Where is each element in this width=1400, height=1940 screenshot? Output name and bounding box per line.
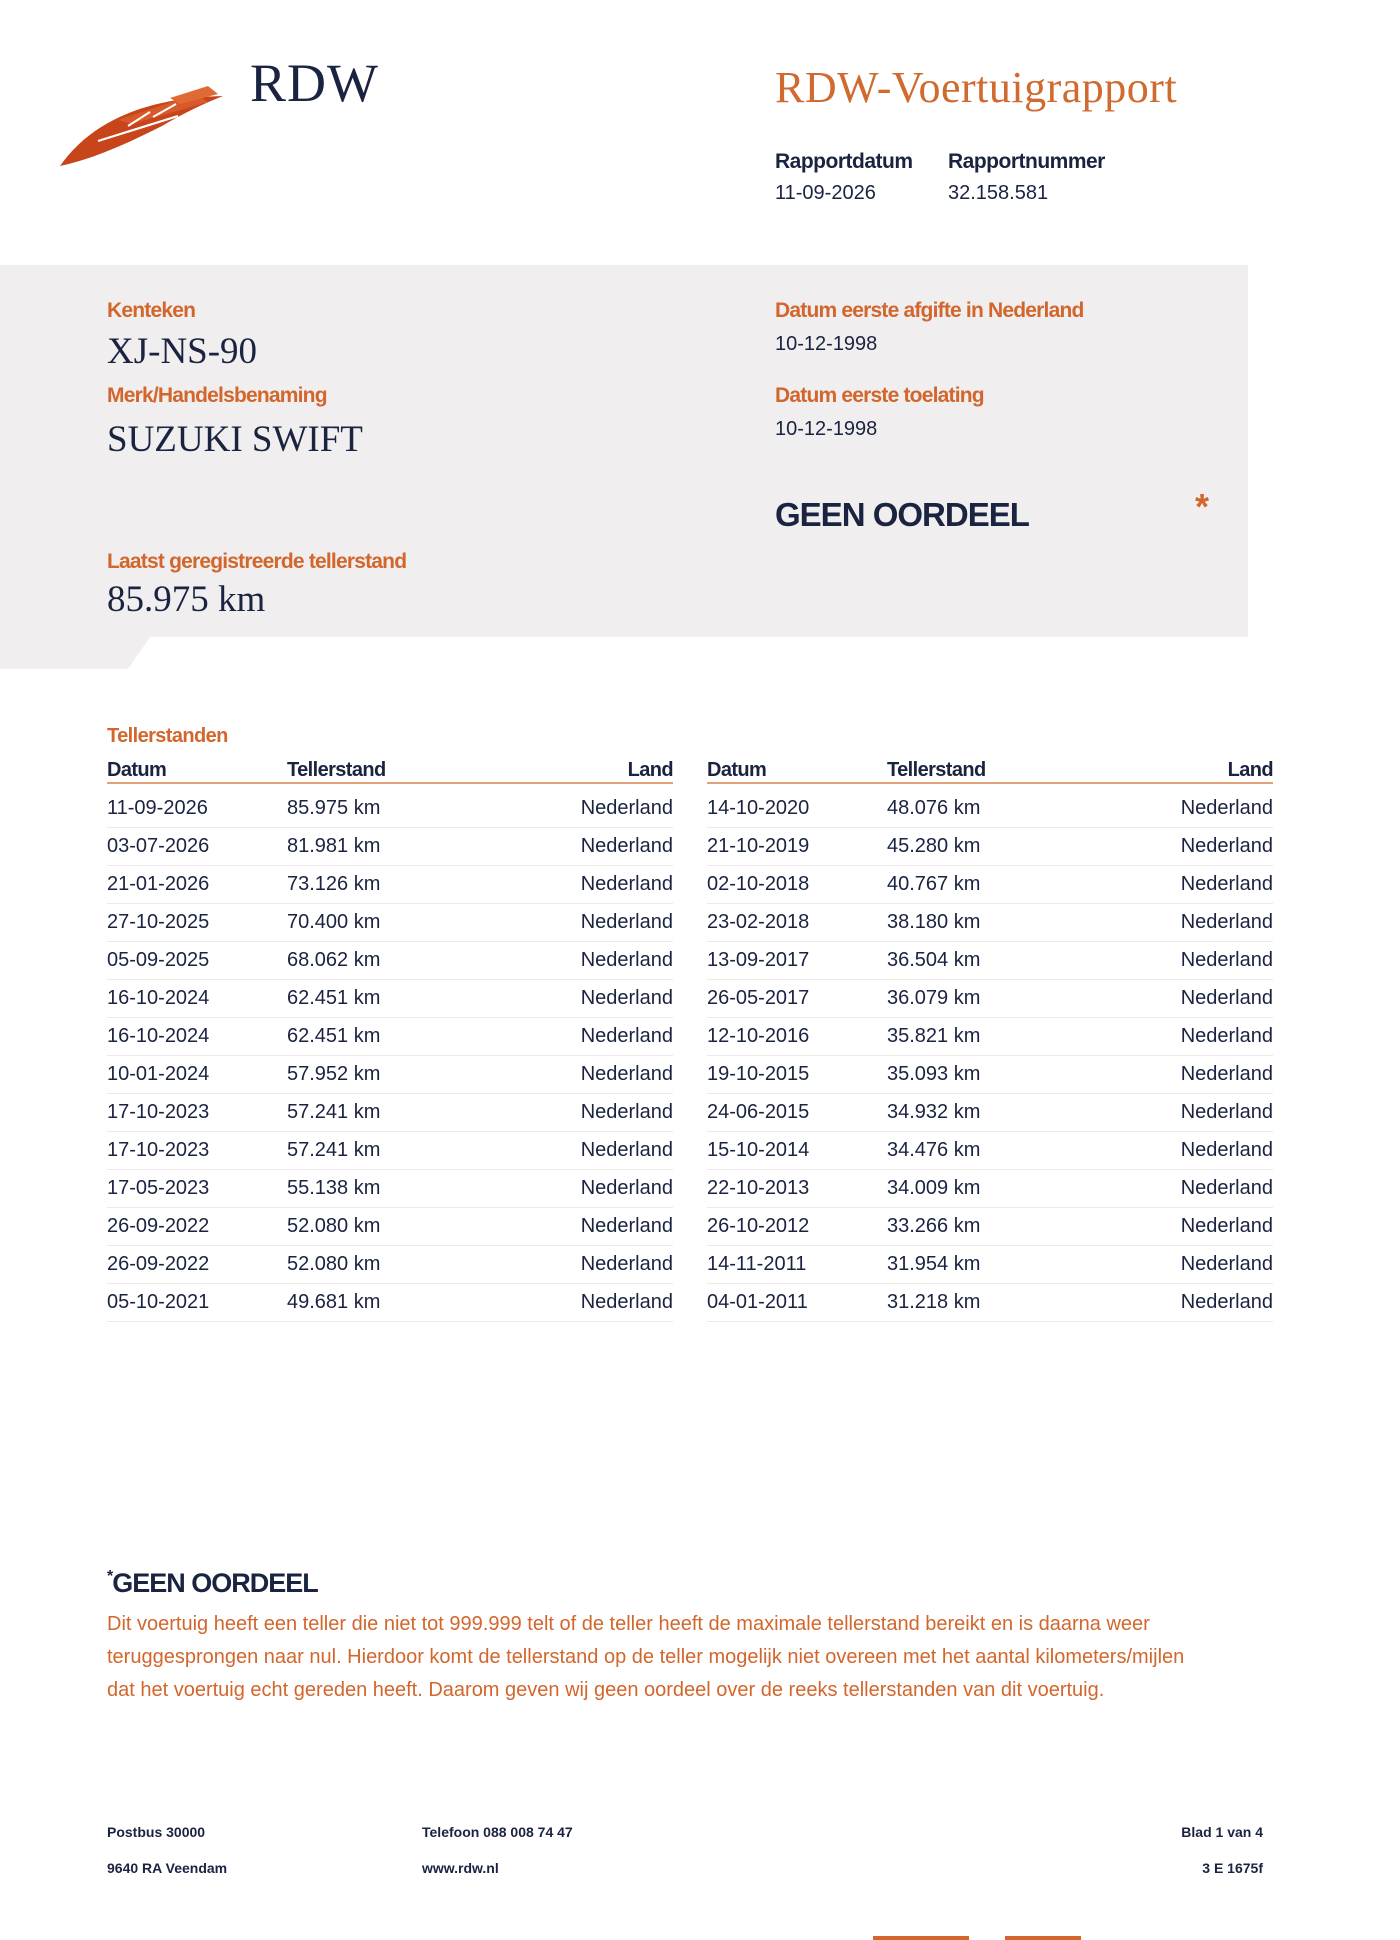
footer-document-code: 3 E 1675f xyxy=(1202,1860,1263,1876)
license-plate: XJ-NS-90 xyxy=(107,331,258,372)
reading-country: Nederland xyxy=(487,1246,673,1284)
reading-country: Nederland xyxy=(1087,1170,1273,1208)
reading-odometer: 81.981 km xyxy=(287,828,487,866)
reading-country: Nederland xyxy=(487,904,673,942)
odometer-row xyxy=(107,1170,673,1208)
odometer-row xyxy=(707,1284,1273,1322)
reading-country: Nederland xyxy=(1087,942,1273,980)
reading-country: Nederland xyxy=(487,866,673,904)
reading-date: 16-10-2024 xyxy=(107,980,287,1018)
reading-country: Nederland xyxy=(1087,1284,1273,1322)
reading-odometer: 52.080 km xyxy=(287,1208,487,1246)
vehicle-make: SUZUKI SWIFT xyxy=(107,419,363,460)
reading-odometer: 34.009 km xyxy=(887,1170,1087,1208)
odometer-section-title: Tellerstanden xyxy=(107,725,228,747)
reading-odometer: 31.954 km xyxy=(887,1246,1087,1284)
column-header-odometer: Tellerstand xyxy=(287,756,487,783)
reading-date: 23-02-2018 xyxy=(707,904,887,942)
odometer-verdict: GEEN OORDEEL xyxy=(775,496,1029,533)
reading-country: Nederland xyxy=(487,1094,673,1132)
column-header-country: Land xyxy=(1087,756,1273,783)
reading-odometer: 57.241 km xyxy=(287,1094,487,1132)
reading-date: 27-10-2025 xyxy=(107,904,287,942)
report-date-label: Rapportdatum xyxy=(775,150,913,173)
reading-country: Nederland xyxy=(487,790,673,828)
odometer-row xyxy=(707,1246,1273,1284)
footer-postbus: Postbus 30000 xyxy=(107,1824,206,1840)
odometer-row xyxy=(707,1094,1273,1132)
reading-country: Nederland xyxy=(1087,1056,1273,1094)
reading-odometer: 48.076 km xyxy=(887,790,1087,828)
reading-date: 15-10-2014 xyxy=(707,1132,887,1170)
reading-date: 14-10-2020 xyxy=(707,790,887,828)
odometer-row xyxy=(107,1094,673,1132)
first-registration-nl: 10-12-1998 xyxy=(775,333,878,355)
reading-date: 26-09-2022 xyxy=(107,1246,287,1284)
report-number-label: Rapportnummer xyxy=(948,150,1105,173)
reading-country: Nederland xyxy=(1087,980,1273,1018)
reading-odometer: 49.681 km xyxy=(287,1284,487,1322)
reading-odometer: 57.241 km xyxy=(287,1132,487,1170)
column-header-odometer: Tellerstand xyxy=(887,756,1087,783)
reading-odometer: 70.400 km xyxy=(287,904,487,942)
footnote-title-text: GEEN OORDEEL xyxy=(112,1568,318,1598)
odometer-row xyxy=(107,866,673,904)
reading-date: 16-10-2024 xyxy=(107,1018,287,1056)
reading-date: 04-01-2011 xyxy=(707,1284,887,1322)
odometer-row xyxy=(707,904,1273,942)
odometer-row xyxy=(107,1056,673,1094)
reading-country: Nederland xyxy=(487,1284,673,1322)
odometer-row xyxy=(707,790,1273,828)
reading-odometer: 85.975 km xyxy=(287,790,487,828)
brand-name: RDW xyxy=(250,53,379,113)
reading-odometer: 38.180 km xyxy=(887,904,1087,942)
reading-country: Nederland xyxy=(487,1056,673,1094)
odometer-row xyxy=(707,1056,1273,1094)
reading-country: Nederland xyxy=(487,828,673,866)
report-title: RDW-Voertuigrapport xyxy=(775,63,1178,112)
first-admission-label: Datum eerste toelating xyxy=(775,384,984,407)
reading-date: 05-10-2021 xyxy=(107,1284,287,1322)
reading-date: 21-10-2019 xyxy=(707,828,887,866)
reading-odometer: 52.080 km xyxy=(287,1246,487,1284)
reading-odometer: 68.062 km xyxy=(287,942,487,980)
odometer-row xyxy=(107,1132,673,1170)
reading-country: Nederland xyxy=(487,1132,673,1170)
reading-country: Nederland xyxy=(487,942,673,980)
odometer-row xyxy=(707,980,1273,1018)
report-date: 11-09-2026 xyxy=(775,182,876,204)
reading-country: Nederland xyxy=(1087,1018,1273,1056)
footer-postcode: 9640 RA Veendam xyxy=(107,1860,228,1876)
reading-odometer: 34.476 km xyxy=(887,1132,1087,1170)
reading-odometer: 35.093 km xyxy=(887,1056,1087,1094)
column-header-date: Datum xyxy=(707,756,887,783)
footnote-text: Dit voertuig heeft een teller die niet tot 999.999 telt of de teller heeft de maximale tellerstand bereikt en is daarna weer teruggesprongen naar nul. Hierdoor komt de tellerstand op de teller mogelijk niet overeen met het aantal kilometers/mijlen dat het voertuig echt gereden heeft. Daarom geven wij geen oordeel over de reeks tellerstanden van dit voertuig. xyxy=(107,1613,1185,1701)
reading-country: Nederland xyxy=(1087,1246,1273,1284)
odometer-table-right xyxy=(707,756,1273,1322)
cut-off-mark xyxy=(873,1936,969,1940)
reading-date: 26-05-2017 xyxy=(707,980,887,1018)
odometer-row xyxy=(707,942,1273,980)
reading-date: 13-09-2017 xyxy=(707,942,887,980)
reading-country: Nederland xyxy=(487,1208,673,1246)
rdw-logo xyxy=(58,86,228,176)
reading-odometer: 73.126 km xyxy=(287,866,487,904)
footer-phone: Telefoon 088 008 74 47 xyxy=(422,1824,573,1840)
reading-odometer: 62.451 km xyxy=(287,1018,487,1056)
reading-country: Nederland xyxy=(487,1170,673,1208)
odometer-row xyxy=(707,1132,1273,1170)
reading-date: 03-07-2026 xyxy=(107,828,287,866)
odometer-row xyxy=(107,1284,673,1322)
reading-date: 19-10-2015 xyxy=(707,1056,887,1094)
reading-country: Nederland xyxy=(1087,1094,1273,1132)
odometer-row xyxy=(707,1170,1273,1208)
reading-odometer: 35.821 km xyxy=(887,1018,1087,1056)
odometer-row xyxy=(107,1018,673,1056)
report-number: 32.158.581 xyxy=(948,182,1049,204)
reading-date: 02-10-2018 xyxy=(707,866,887,904)
reading-odometer: 55.138 km xyxy=(287,1170,487,1208)
reading-odometer: 36.504 km xyxy=(887,942,1087,980)
cut-off-mark xyxy=(1005,1936,1081,1940)
reading-country: Nederland xyxy=(1087,790,1273,828)
plate-label: Kenteken xyxy=(107,299,196,322)
odometer-row xyxy=(107,1246,673,1284)
verdict-asterisk: * xyxy=(1195,486,1210,527)
reading-date: 14-11-2011 xyxy=(707,1246,887,1284)
odometer-row xyxy=(107,828,673,866)
reading-country: Nederland xyxy=(487,1018,673,1056)
odometer-row xyxy=(707,1208,1273,1246)
odometer-row xyxy=(107,1208,673,1246)
first-admission: 10-12-1998 xyxy=(775,418,878,440)
reading-country: Nederland xyxy=(1087,828,1273,866)
column-header-date: Datum xyxy=(107,756,287,783)
last-odometer-label: Laatst geregistreerde tellerstand xyxy=(107,550,407,573)
reading-odometer: 33.266 km xyxy=(887,1208,1087,1246)
reading-odometer: 36.079 km xyxy=(887,980,1087,1018)
reading-date: 17-05-2023 xyxy=(107,1170,287,1208)
reading-date: 05-09-2025 xyxy=(107,942,287,980)
odometer-row xyxy=(107,942,673,980)
reading-date: 26-10-2012 xyxy=(707,1208,887,1246)
odometer-row xyxy=(707,1018,1273,1056)
odometer-row xyxy=(707,866,1273,904)
reading-date: 12-10-2016 xyxy=(707,1018,887,1056)
reading-odometer: 57.952 km xyxy=(287,1056,487,1094)
reading-odometer: 45.280 km xyxy=(887,828,1087,866)
reading-odometer: 62.451 km xyxy=(287,980,487,1018)
odometer-row xyxy=(107,790,673,828)
reading-date: 10-01-2024 xyxy=(107,1056,287,1094)
column-header-country: Land xyxy=(487,756,673,783)
last-odometer: 85.975 km xyxy=(107,579,266,620)
odometer-row xyxy=(107,904,673,942)
reading-date: 24-06-2015 xyxy=(707,1094,887,1132)
reading-country: Nederland xyxy=(487,980,673,1018)
reading-date: 17-10-2023 xyxy=(107,1132,287,1170)
reading-date: 26-09-2022 xyxy=(107,1208,287,1246)
footnote-asterisk: * xyxy=(107,1568,113,1585)
reading-country: Nederland xyxy=(1087,1208,1273,1246)
reading-date: 22-10-2013 xyxy=(707,1170,887,1208)
footer-page-number: Blad 1 van 4 xyxy=(1181,1824,1263,1840)
odometer-row xyxy=(107,980,673,1018)
first-registration-nl-label: Datum eerste afgifte in Nederland xyxy=(775,299,1084,322)
make-label: Merk/Handelsbenaming xyxy=(107,384,327,407)
reading-odometer: 40.767 km xyxy=(887,866,1087,904)
reading-odometer: 34.932 km xyxy=(887,1094,1087,1132)
odometer-table-left xyxy=(107,756,673,1322)
reading-country: Nederland xyxy=(1087,1132,1273,1170)
footnote-title xyxy=(107,1568,318,1599)
footer-website[interactable]: www.rdw.nl xyxy=(422,1860,499,1876)
summary-panel-tail xyxy=(0,637,150,669)
odometer-row xyxy=(707,828,1273,866)
reading-date: 11-09-2026 xyxy=(107,790,287,828)
reading-country: Nederland xyxy=(1087,904,1273,942)
reading-country: Nederland xyxy=(1087,866,1273,904)
reading-odometer: 31.218 km xyxy=(887,1284,1087,1322)
reading-date: 21-01-2026 xyxy=(107,866,287,904)
reading-date: 17-10-2023 xyxy=(107,1094,287,1132)
